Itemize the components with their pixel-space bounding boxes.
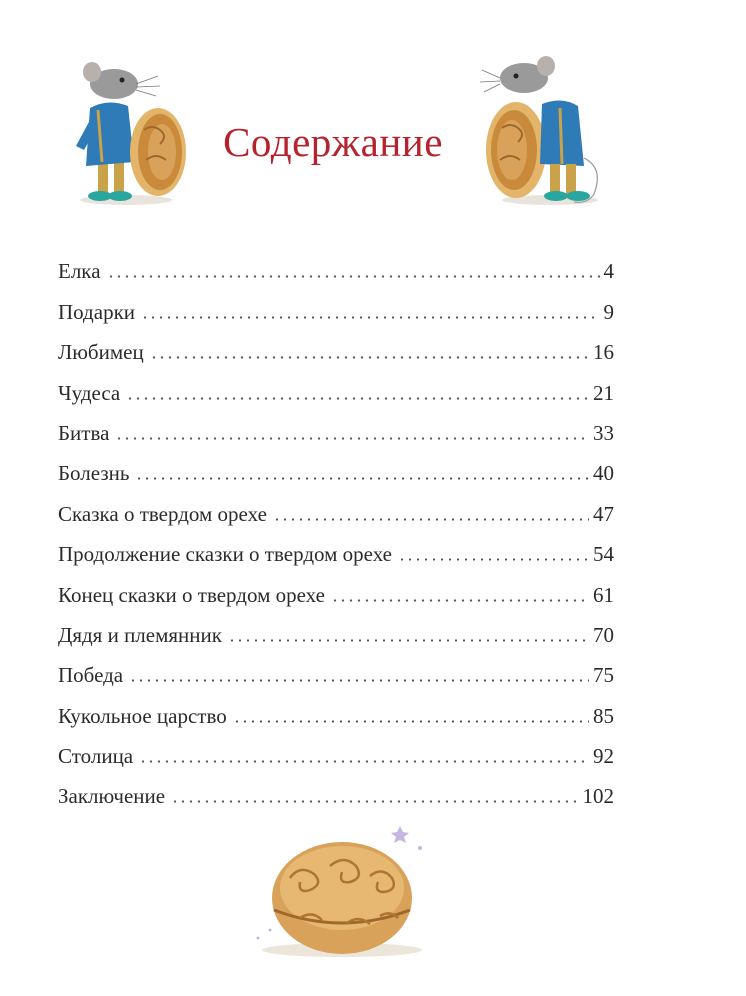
toc-entry-title: Болезнь xyxy=(58,461,130,486)
toc-entry[interactable] xyxy=(58,323,614,363)
toc-entry-page: 54 xyxy=(593,542,614,567)
toc-entry-title: Продолжение сказки о твердом орехе xyxy=(58,542,392,567)
dot-leader xyxy=(233,720,589,723)
toc-entry[interactable] xyxy=(58,525,614,565)
toc-entry-page: 21 xyxy=(593,380,614,405)
toc-entry-page: 75 xyxy=(593,663,614,688)
toc-entry[interactable] xyxy=(58,767,614,807)
dot-leader xyxy=(331,599,589,602)
toc-entry-page: 33 xyxy=(593,420,614,445)
toc-entry[interactable] xyxy=(58,565,614,605)
dot-leader xyxy=(273,518,589,521)
toc-entry-title: Елка xyxy=(58,259,101,284)
dot-leader xyxy=(141,316,599,319)
table-of-contents xyxy=(58,242,614,807)
toc-entry-title: Конец сказки о твердом орехе xyxy=(58,582,325,607)
toc-entry-page: 16 xyxy=(593,340,614,365)
toc-entry-title: Столица xyxy=(58,744,134,769)
toc-entry-title: Заключение xyxy=(58,784,166,809)
dot-leader xyxy=(171,800,578,803)
toc-entry-page: 85 xyxy=(593,703,614,728)
toc-entry[interactable] xyxy=(58,484,614,524)
toc-entry-page: 47 xyxy=(593,501,614,526)
dot-leader xyxy=(150,356,589,359)
toc-entry-title: Кукольное царство xyxy=(58,703,227,728)
toc-entry-page: 40 xyxy=(593,461,614,486)
toc-entry-page: 70 xyxy=(593,622,614,647)
toc-entry-title: Любимец xyxy=(58,340,144,365)
toc-entry[interactable] xyxy=(58,282,614,322)
toc-entry[interactable] xyxy=(58,727,614,767)
dot-leader xyxy=(139,760,589,763)
toc-entry-title: Победа xyxy=(58,663,124,688)
toc-entry[interactable] xyxy=(58,363,614,403)
toc-entry[interactable] xyxy=(58,444,614,484)
toc-entry-page: 4 xyxy=(603,259,614,284)
dot-leader xyxy=(107,275,600,278)
toc-entry-title: Чудеса xyxy=(58,380,121,405)
golden-walnut-icon xyxy=(250,818,440,968)
toc-entry[interactable] xyxy=(58,646,614,686)
toc-entry[interactable] xyxy=(58,606,614,646)
dot-leader xyxy=(228,639,589,642)
toc-entry-page: 9 xyxy=(603,299,614,324)
toc-entry[interactable] xyxy=(58,686,614,726)
dot-leader xyxy=(135,477,589,480)
toc-entry-title: Сказка о твердом орехе xyxy=(58,501,267,526)
toc-entry-page: 102 xyxy=(582,784,614,809)
dot-leader xyxy=(115,437,589,440)
dot-leader xyxy=(126,397,589,400)
toc-entry-title: Битва xyxy=(58,420,110,445)
toc-entry[interactable] xyxy=(58,404,614,444)
toc-entry[interactable] xyxy=(58,242,614,282)
dot-leader xyxy=(398,558,589,561)
toc-entry-title: Подарки xyxy=(58,299,136,324)
dot-leader xyxy=(129,679,589,682)
toc-entry-page: 92 xyxy=(593,744,614,769)
toc-entry-title: Дядя и племянник xyxy=(58,622,222,647)
toc-entry-page: 61 xyxy=(593,582,614,607)
page-title: Содержание xyxy=(223,119,443,165)
